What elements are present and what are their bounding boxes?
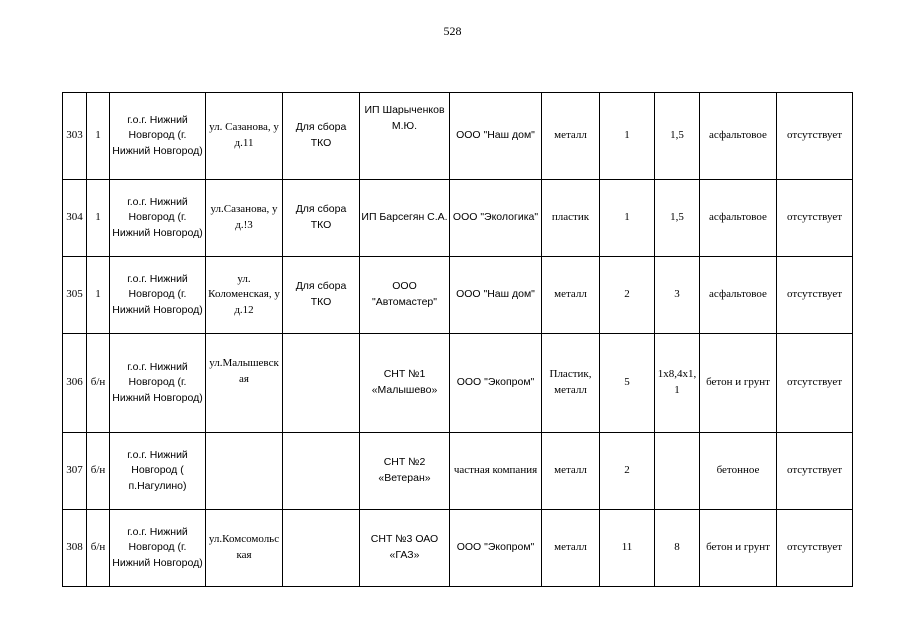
purpose xyxy=(283,433,360,510)
settlement: г.о.г. Нижний Новгород (г. Нижний Новгород) xyxy=(110,180,206,257)
site-count: 1 xyxy=(87,180,110,257)
settlement: г.о.г. Нижний Новгород (г. Нижний Новгород) xyxy=(110,510,206,587)
fence: отсутствует xyxy=(777,334,853,433)
material: металл xyxy=(542,257,600,334)
container-quantity: 1 xyxy=(600,180,655,257)
row-number: 307 xyxy=(63,433,87,510)
container-quantity: 2 xyxy=(600,433,655,510)
settlement: г.о.г. Нижний Новгород (г. Нижний Новгород) xyxy=(110,93,206,180)
settlement: г.о.г. Нижний Новгород ( п.Нагулино) xyxy=(110,433,206,510)
container-quantity: 5 xyxy=(600,334,655,433)
table-row xyxy=(63,433,853,510)
operator: ООО "Наш дом" xyxy=(450,93,542,180)
container-quantity: 11 xyxy=(600,510,655,587)
purpose: Для сбора ТКО xyxy=(283,180,360,257)
owner: ИП Барсегян С.А. xyxy=(360,180,450,257)
fence: отсутствует xyxy=(777,93,853,180)
operator: ООО "Наш дом" xyxy=(450,257,542,334)
row-number: 305 xyxy=(63,257,87,334)
volume: 1,5 xyxy=(655,180,700,257)
material: металл xyxy=(542,510,600,587)
site-count: б/н xyxy=(87,433,110,510)
address: ул.Сазанова, у д.!3 xyxy=(206,180,283,257)
surface: асфальтовое xyxy=(700,180,777,257)
owner: СНТ №3 ОАО «ГАЗ» xyxy=(360,510,450,587)
surface: асфальтовое xyxy=(700,257,777,334)
volume xyxy=(655,433,700,510)
registry-table xyxy=(62,92,853,587)
container-quantity: 1 xyxy=(600,93,655,180)
row-number: 308 xyxy=(63,510,87,587)
table-row xyxy=(63,180,853,257)
address xyxy=(206,433,283,510)
surface: бетон и грунт xyxy=(700,334,777,433)
surface: бетон и грунт xyxy=(700,510,777,587)
purpose: Для сбора ТКО xyxy=(283,93,360,180)
address: ул.Малышевская xyxy=(206,334,283,433)
operator: ООО "Экопром" xyxy=(450,510,542,587)
address: ул. Коломенская, у д.12 xyxy=(206,257,283,334)
operator: частная компания xyxy=(450,433,542,510)
owner: СНТ №2 «Ветеран» xyxy=(360,433,450,510)
material: пластик xyxy=(542,180,600,257)
owner: ООО "Автомастер" xyxy=(360,257,450,334)
table-row xyxy=(63,510,853,587)
fence: отсутствует xyxy=(777,180,853,257)
table-row xyxy=(63,257,853,334)
table-body xyxy=(63,93,853,587)
volume: 3 xyxy=(655,257,700,334)
page-number: 528 xyxy=(443,24,462,38)
operator: ООО "Экопром" xyxy=(450,334,542,433)
site-count: 1 xyxy=(87,257,110,334)
owner: СНТ №1 «Малышево» xyxy=(360,334,450,433)
row-number: 303 xyxy=(63,93,87,180)
volume: 1,5 xyxy=(655,93,700,180)
purpose: Для сбора ТКО xyxy=(283,257,360,334)
material: металл xyxy=(542,433,600,510)
site-count: 1 xyxy=(87,93,110,180)
fence: отсутствует xyxy=(777,433,853,510)
surface: бетонное xyxy=(700,433,777,510)
material: металл xyxy=(542,93,600,180)
address: ул. Сазанова, у д.11 xyxy=(206,93,283,180)
owner: ИП Шарыченков М.Ю. xyxy=(360,93,450,180)
address: ул.Комсомольская xyxy=(206,510,283,587)
purpose xyxy=(283,334,360,433)
operator: ООО "Экологика" xyxy=(450,180,542,257)
material: Пластик, металл xyxy=(542,334,600,433)
surface: асфальтовое xyxy=(700,93,777,180)
fence: отсутствует xyxy=(777,510,853,587)
site-count: б/н xyxy=(87,334,110,433)
volume: 8 xyxy=(655,510,700,587)
volume: 1х8,4х1,1 xyxy=(655,334,700,433)
row-number: 306 xyxy=(63,334,87,433)
fence: отсутствует xyxy=(777,257,853,334)
purpose xyxy=(283,510,360,587)
table-row xyxy=(63,334,853,433)
row-number: 304 xyxy=(63,180,87,257)
site-count: б/н xyxy=(87,510,110,587)
settlement: г.о.г. Нижний Новгород (г. Нижний Новгород) xyxy=(110,334,206,433)
settlement: г.о.г. Нижний Новгород (г. Нижний Новгород) xyxy=(110,257,206,334)
container-quantity: 2 xyxy=(600,257,655,334)
table-row xyxy=(63,93,853,180)
